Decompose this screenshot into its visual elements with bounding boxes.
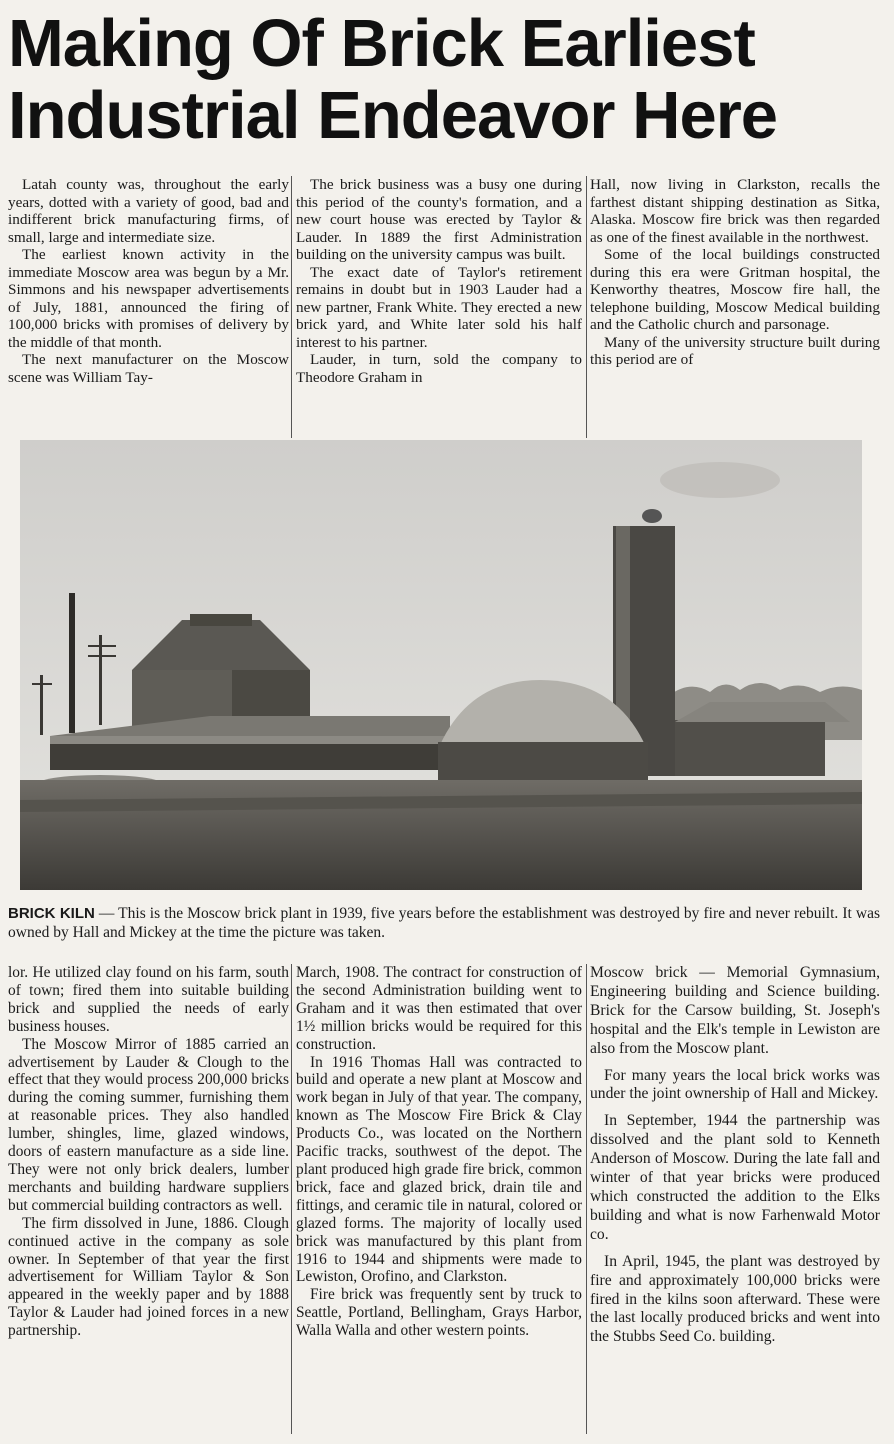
paragraph: The firm dissolved in June, 1886. Clough continued active in the company as sole owner. In September of that year the first advertisement for William Taylor & Son appeared in the weekly paper and by 1888 Taylor & Lauder had joined forces in a new partnership.	[8, 1214, 289, 1340]
paragraph: The brick business was a busy one during this period of the county's formation, and a new court house was erected by Taylor & Lauder. In 1889 the first Administration building on the university campus was built.	[296, 176, 582, 263]
caption-lead: BRICK KILN	[8, 905, 95, 922]
top-column-1	[8, 176, 289, 438]
brick-kiln-photo	[20, 440, 862, 890]
headline-line-2: Industrial Endeavor Here	[8, 78, 778, 153]
column-rule	[291, 964, 292, 1434]
paragraph: The next manufacturer on the Moscow scene was William Tay-	[8, 351, 289, 386]
bottom-column-3	[590, 964, 880, 1434]
paragraph: Lauder, in turn, sold the company to Theodore Graham in	[296, 351, 582, 386]
paragraph: Some of the local buildings constructed during this era were Gritman hospital, the Kenworthy theatres, Moscow fire hall, the telephone building, Moscow Medical building and the Catholic church and parsonage.	[590, 246, 880, 333]
paragraph: For many years the local brick works was under the joint ownership of Hall and Mickey.	[590, 1066, 880, 1103]
column-rule	[586, 176, 587, 438]
paragraph: The exact date of Taylor's retirement remains in doubt but in 1903 Lauder had a new partner, Frank White. They erected a new brick yard, and White later sold his half interest to his partner.	[296, 263, 582, 351]
caption-text: — This is the Moscow brick plant in 1939, five years before the establishment was destroyed by fire and never rebuilt. It was owned by Hall and Mickey at the time the picture was taken.	[8, 905, 880, 941]
photo-caption	[8, 904, 880, 942]
paragraph: March, 1908. The contract for construction of the second Administration building went to Graham and it was then estimated that over 1½ million bricks would be required for this construction.	[296, 964, 582, 1053]
paragraph: Latah county was, throughout the early years, dotted with a variety of good, bad and indifferent brick manufacturing firms, of small, large and intermediate size.	[8, 176, 289, 246]
paragraph: In September, 1944 the partnership was dissolved and the plant sold to Kenneth Anderson of Moscow. During the late fall and winter of that year bricks were produced which constructed the addition to the Elks building and what is now Farhenwald Motor co.	[590, 1112, 880, 1243]
bottom-column-2	[296, 964, 582, 1434]
headline-line-1: Making Of Brick Earliest	[8, 6, 755, 81]
paragraph: In 1916 Thomas Hall was contracted to build and operate a new plant at Moscow and work began in July of that year. The company, known as The Moscow Fire Brick & Clay Products Co., was located on the Northern Pacific tracks, southwest of the depot. The plant produced high grade fire brick, common brick, face and glazed brick, drain tile and fittings, and ceramic tile in natural, colored or glazed forms. The majority of locally used brick was manufactured by this plant from 1916 to 1944 and shipments were made to Lewiston, Orofino, and Clarkston.	[296, 1053, 582, 1286]
column-rule	[291, 176, 292, 438]
paragraph: Many of the university structure built during this period are of	[590, 333, 880, 368]
paragraph: The earliest known activity in the immediate Moscow area was begun by a Mr. Simmons and his newspaper advertisements of July, 1881, announced the firing of 100,000 bricks with promises of delivery by the middle of that month.	[8, 246, 289, 351]
paragraph: In April, 1945, the plant was destroyed by fire and approximately 100,000 bricks were fired in the kilns soon afterward. These were the last locally produced bricks and went into the Stubbs Seed Co. building.	[590, 1252, 880, 1346]
top-column-2	[296, 176, 582, 438]
column-rule	[586, 964, 587, 1434]
headline	[8, 8, 888, 152]
paragraph: Hall, now living in Clarkston, recalls the farthest distant shipping destination as Sitka, Alaska. Moscow fire brick was then regarded as one of the finest available in the northwest.	[590, 176, 880, 246]
paragraph: Fire brick was frequently sent by truck to Seattle, Portland, Bellingham, Grays Harbor, Walla Walla and other western points.	[296, 1286, 582, 1340]
bottom-column-1	[8, 964, 289, 1434]
paragraph: The Moscow Mirror of 1885 carried an advertisement by Lauder & Clough to the effect that they would process 200,000 bricks during the coming summer, furnishing them at reasonable prices. They also handled lumber, shingles, lime, glazed windows, doors of eastern manufacture as a side line. They were not only brick dealers, lumber merchants and building hardware suppliers but commercial building contractors as well.	[8, 1035, 289, 1214]
paragraph: lor. He utilized clay found on his farm, south of town; fired them into suitable building brick and supplied the needs of early business houses.	[8, 964, 289, 1035]
paragraph: Moscow brick — Memorial Gymnasium, Engineering building and Science building. Brick for the Carsow building, St. Joseph's hospital and the Elk's temple in Lewiston are also from the Moscow plant.	[590, 964, 880, 1057]
top-column-3	[590, 176, 880, 438]
